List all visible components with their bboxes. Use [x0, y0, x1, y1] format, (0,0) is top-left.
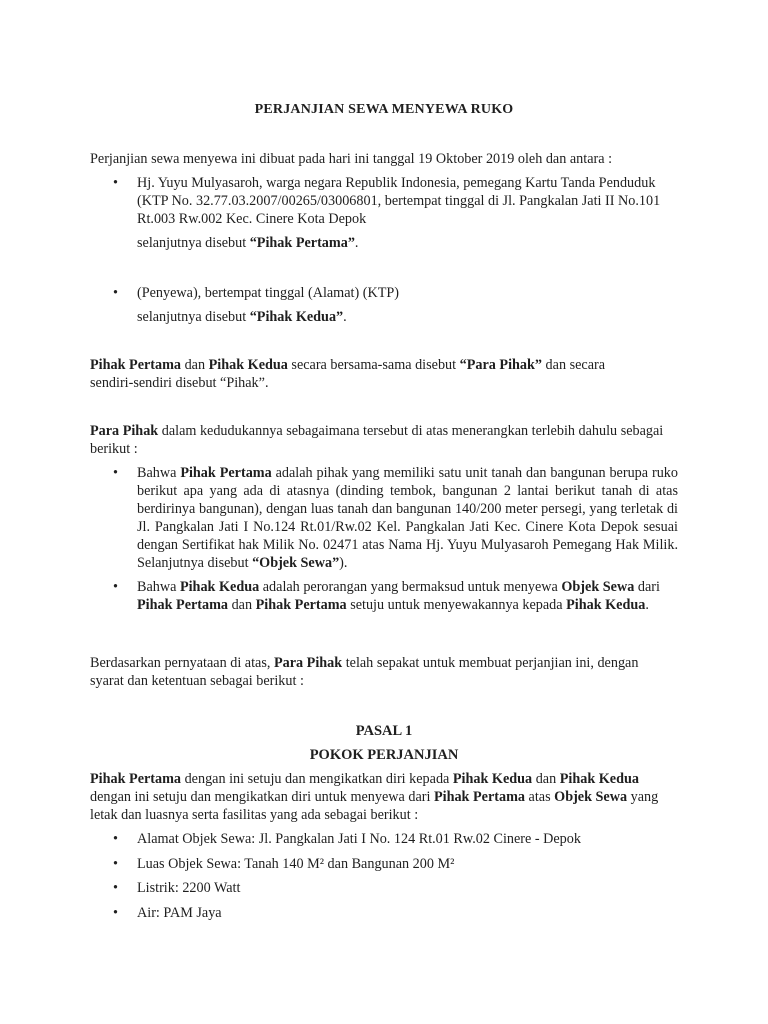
bullet-icon: •: [113, 831, 118, 847]
document-title: PERJANJIAN SEWA MENYEWA RUKO: [254, 102, 514, 117]
article-subheading: POKOK PERJANJIAN: [309, 747, 459, 763]
party-one-alias-term: “Pihak Pertama”: [249, 235, 355, 251]
party-two-text: (Penyewa), bertempat tinggal (Alamat) (KTP): [137, 285, 399, 301]
bullet-icon: •: [113, 905, 118, 921]
bullet-icon: •: [113, 880, 118, 896]
party-two-alias: selanjutnya disebut “Pihak Kedua”.: [137, 309, 347, 325]
bullet-icon: •: [113, 856, 118, 872]
article-paragraph: Pihak Pertama dengan ini setuju dan mengikatkan diri kepada Pihak Kedua dan Pihak Kedua dengan ini setuju dan mengikatkan diri untuk menyewa dari Pihak Pertama atas Objek Sewa yang letak dan luasnya serta fasilitas yang ada sebagai berikut :: [90, 771, 659, 823]
explain-item-text: Bahwa Pihak Pertama adalah pihak yang memiliki satu unit tanah dan bangunan berupa ruko berikut apa yang ada di atasnya (dinding tembok, bangunan 2 lantai berikut tanah di atas berdirinya bangunan), dengan luas tanah dan bangunan 140/200 meter persegi, yang terletak di Jl. Pangkalan Jati I No.124 Rt.01/Rw.02 Kel. Pangkalan Jati Kec. Cinere Kota Depok sesuai dengan Sertifikat hak Milik No. 02471 atas Nama Hj. Yuyu Mulyasaroh Pemegang Hak Milik. Selanjutnya disebut “Objek Sewa”).: [137, 465, 678, 571]
facility-item-text: Alamat Objek Sewa: Jl. Pangkalan Jati I No. 124 Rt.01 Rw.02 Cinere - Depok: [137, 831, 581, 847]
facility-item-text: Listrik: 2200 Watt: [137, 880, 241, 896]
party-one-text: Hj. Yuyu Mulyasaroh, warga negara Republik Indonesia, pemegang Kartu Tanda Penduduk (KTP No. 32.77.03.2007/00265/03006801, bertempat tinggal di Jl. Pangkalan Jati II No.101 Rt.003 Rw.002 Kec. Cinere Kota Depok: [137, 175, 661, 227]
bullet-icon: •: [113, 175, 118, 191]
explain-item-text: Bahwa Pihak Kedua adalah perorangan yang bermaksud untuk menyewa Objek Sewa dari Pihak Pertama dan Pihak Pertama setuju untuk menyewakannya kepada Pihak Kedua.: [137, 579, 660, 613]
explain-paragraph: Para Pihak dalam kedudukannya sebagaimana tersebut di atas menerangkan terlebih dahulu sebagai berikut :: [90, 423, 664, 457]
party-two-alias-term: “Pihak Kedua”: [249, 309, 344, 325]
facility-item-text: Air: PAM Jaya: [137, 905, 222, 921]
intro-paragraph: Perjanjian sewa menyewa ini dibuat pada hari ini tanggal 19 Oktober 2019 oleh dan antara :: [90, 151, 613, 167]
bullet-icon: •: [113, 285, 118, 301]
bullet-icon: •: [113, 579, 118, 595]
article-heading: PASAL 1: [355, 723, 413, 739]
party-one-alias: selanjutnya disebut “Pihak Pertama”.: [137, 235, 359, 251]
parties-paragraph: Pihak Pertama dan Pihak Kedua secara bersama-sama disebut “Para Pihak” dan secara sendiri-sendiri disebut “Pihak”.: [90, 357, 606, 391]
facility-item-text: Luas Objek Sewa: Tanah 140 M² dan Bangunan 200 M²: [137, 856, 455, 872]
bullet-icon: •: [113, 465, 118, 481]
statement-paragraph: Berdasarkan pernyataan di atas, Para Pihak telah sepakat untuk membuat perjanjian ini, dengan syarat dan ketentuan sebagai berikut :: [90, 655, 639, 689]
